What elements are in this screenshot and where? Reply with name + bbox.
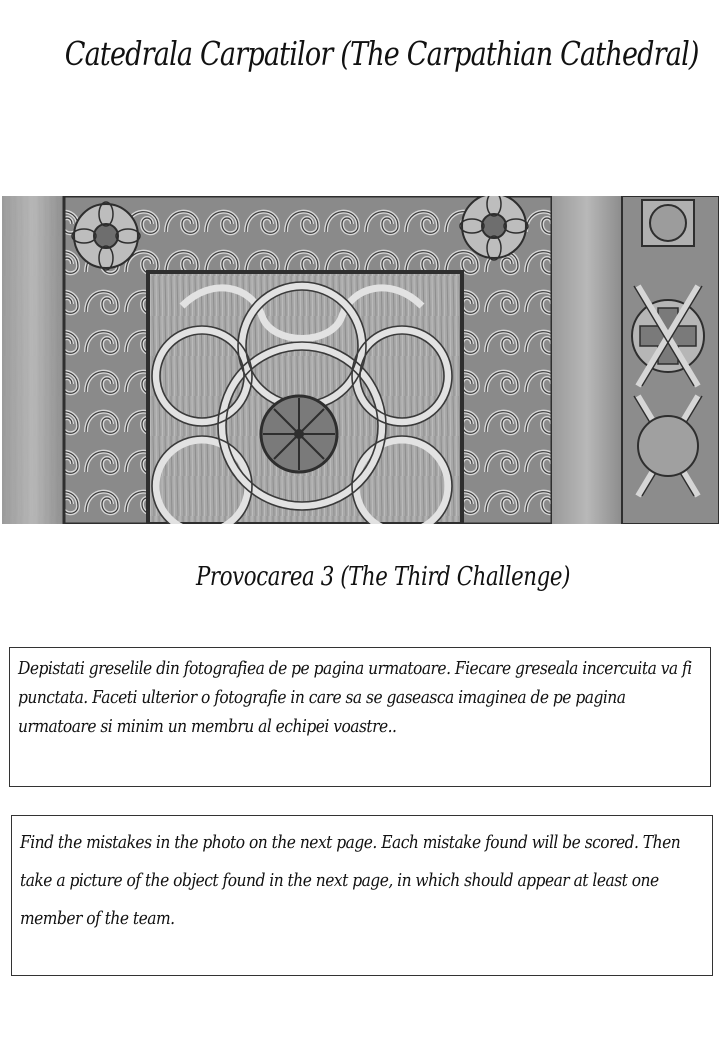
section-heading: Provocarea 3 (The Third Challenge) <box>196 562 570 592</box>
instructions-box-english <box>11 815 713 976</box>
carved-door-photo <box>2 196 719 524</box>
carved-door-illustration <box>2 196 719 524</box>
instructions-text-romanian: Depistati greselile din fotografiea de pe pagina urmatoare. Fiecare greseala incercuita va fi punctata. Faceti ulterior o fotografie in care sa se gaseasca imaginea de pe pagina urmatoare si minim un membru al echipei voastre.. <box>18 658 692 737</box>
instructions-text-english: Find the mistakes in the photo on the next page. Each mistake found will be scored. Then take a picture of the object found in the next page, in which should appear at least one member of the team. <box>20 832 681 929</box>
instructions-box-romanian <box>9 647 711 787</box>
central-medallion <box>261 396 337 472</box>
page-title: Catedrala Carpatilor (The Carpathian Cathedral) <box>64 34 699 73</box>
